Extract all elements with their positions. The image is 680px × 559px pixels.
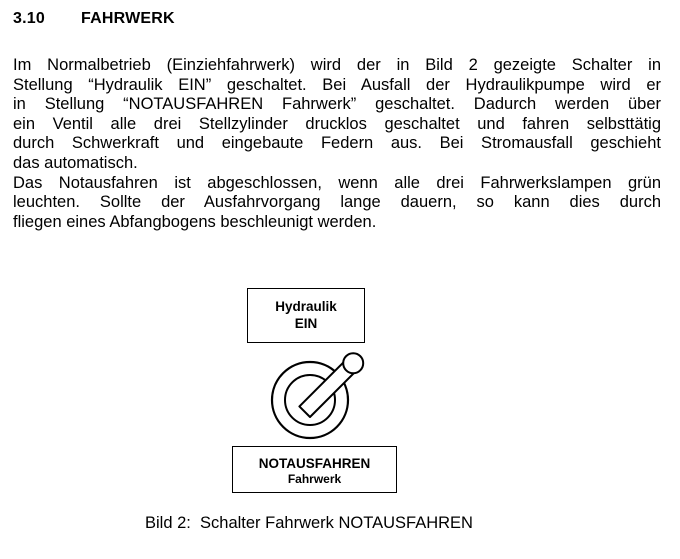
paragraph-line: fliegen eines Abfangbogens beschleunigt werden. [13, 212, 377, 231]
paragraph-line: durch Schwerkraft und eingebaute Federn aus. Bei Stromausfall geschieht [13, 134, 661, 153]
toggle-switch-illustration [262, 335, 372, 445]
paragraph-line: Stellung “Hydraulik EIN” geschaltet. Bei Ausfall der Hydraulikpumpe wird er [13, 75, 661, 94]
figure-caption: Bild 2: Schalter Fahrwerk NOTAUSFAHREN [145, 514, 473, 532]
section-number: 3.10 [13, 10, 45, 27]
notausfahren-label-line2: Fahrwerk [287, 472, 342, 485]
section-title: FAHRWERK [81, 10, 175, 27]
notausfahren-fahrwerk-label-box [232, 446, 397, 493]
paragraph-line: in Stellung “NOTAUSFAHREN Fahrwerk” geschaltet. Dadurch werden über [13, 95, 661, 114]
paragraph-line: ein Ventil alle drei Stellzylinder drucklos geschaltet und fahren selbsttätig [13, 114, 661, 133]
body-paragraph [13, 56, 661, 232]
paragraph-line: Das Notausfahren ist abgeschlossen, wenn alle drei Fahrwerkslampen grün [13, 173, 661, 192]
hydraulik-label-line2: EIN [294, 316, 318, 331]
paragraph-line: Im Normalbetrieb (Einziehfahrwerk) wird der in Bild 2 gezeigte Schalter in [13, 56, 661, 74]
paragraph-line: leuchten. Sollte der Ausfahrvorgang lange dauern, so kann dies durch [13, 193, 661, 212]
hydraulik-label-line1: Hydraulik [275, 299, 337, 314]
notausfahren-label-clip [233, 455, 396, 485]
section-heading [13, 10, 175, 28]
paragraph-line: das automatisch. [13, 153, 138, 172]
switch-lever-knob [343, 353, 363, 373]
notausfahren-label-line1: NOTAUSFAHREN [258, 456, 371, 471]
